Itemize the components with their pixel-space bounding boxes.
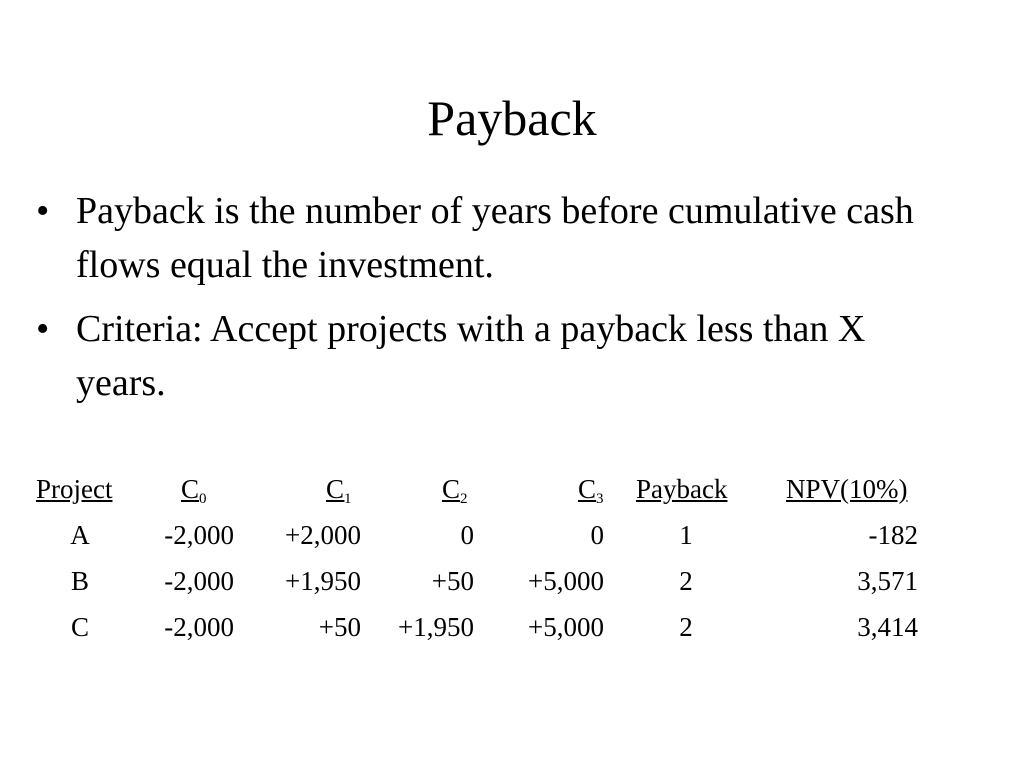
cell-npv: 3,414 [857, 612, 918, 642]
cell-c3: 0 [590, 520, 604, 550]
header-payback: Payback [636, 474, 728, 504]
header-c1-sub: 1 [344, 491, 352, 507]
table-row [36, 604, 976, 650]
cell-c3: +5,000 [528, 566, 604, 596]
cell-npv: 3,571 [857, 566, 918, 596]
bullet-text: Criteria: Accept projects with a payback less than X years. [76, 308, 866, 404]
cell-c1: +1,950 [285, 566, 361, 596]
cell-project: C [70, 612, 89, 642]
header-c3-base: C [578, 474, 597, 504]
cell-c2: +1,950 [398, 612, 474, 642]
cell-c2: 0 [460, 520, 474, 550]
bullet-text: Payback is the number of years before cumulative cash flows equal the investment. [76, 190, 914, 286]
cell-payback: 2 [679, 566, 693, 596]
header-project: Project [36, 474, 113, 504]
cell-c1: +2,000 [285, 520, 361, 550]
table-row [36, 558, 976, 604]
header-npv: NPV(10%) [786, 474, 908, 504]
cell-c0: -2,000 [164, 520, 234, 550]
cell-payback: 1 [679, 520, 693, 550]
bullet-marker: • [36, 190, 50, 232]
table-row [36, 512, 976, 558]
table-header-row [36, 466, 976, 512]
bullet-item [36, 184, 936, 292]
header-c2-base: C [442, 474, 461, 504]
payback-table [36, 466, 976, 650]
cell-project: B [70, 566, 89, 596]
header-c1-base: C [326, 474, 345, 504]
header-c0-sub: 0 [199, 491, 207, 507]
cell-payback: 2 [679, 612, 693, 642]
cell-c3: +5,000 [528, 612, 604, 642]
header-c0-base: C [181, 474, 200, 504]
bullet-marker: • [36, 308, 50, 350]
cell-npv: -182 [868, 520, 918, 550]
cell-project: A [70, 520, 90, 550]
bullet-item [36, 302, 936, 410]
cell-c0: -2,000 [164, 612, 234, 642]
slide-title: Payback [427, 90, 597, 146]
cell-c2: +50 [431, 566, 474, 596]
header-c3-sub: 3 [596, 491, 604, 507]
bullet-list [36, 184, 936, 420]
cell-c1: +50 [318, 612, 361, 642]
cell-c0: -2,000 [164, 566, 234, 596]
header-c2-sub: 2 [460, 491, 468, 507]
